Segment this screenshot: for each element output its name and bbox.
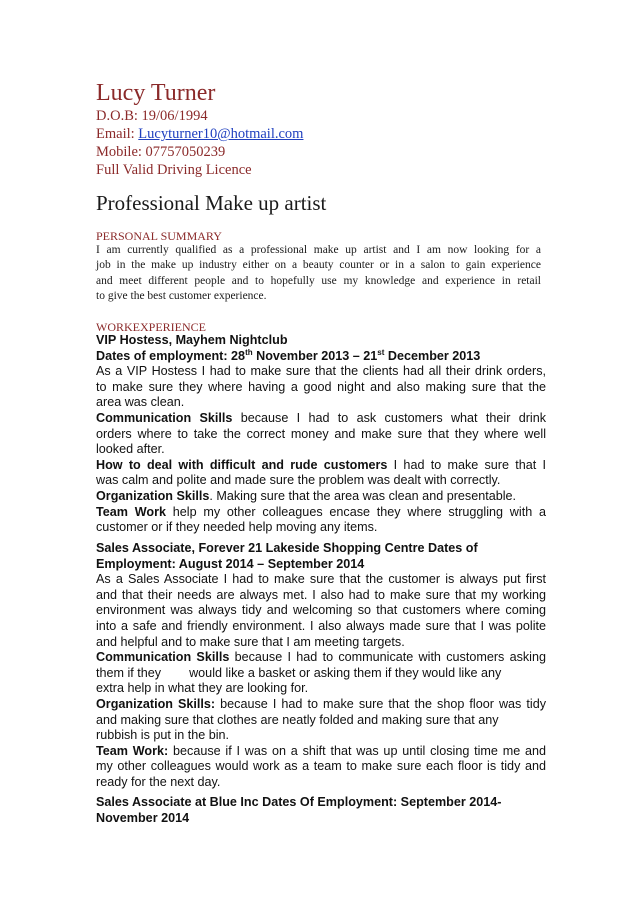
email-label: Email: [96, 126, 139, 142]
job-dates: November 2014 [96, 810, 190, 825]
job-desc-line: area was clean. [96, 395, 185, 410]
skill-line: extra help in what they are looking for. [96, 681, 309, 696]
mobile-number: Mobile: 07757050239 [96, 144, 226, 160]
job-dates: Dates of employment: 28th November 2013 – 21st December 2013 [96, 347, 481, 363]
email-link[interactable]: Lucyturner10@hotmail.com [138, 126, 304, 142]
job-desc-line: As a Sales Associate I had to make sure that the customer is always put first [96, 572, 546, 587]
skill-line: customer or if they needed help moving any items. [96, 520, 378, 535]
job-desc-line: environment was always tidy and welcoming so that customers where coming [96, 603, 546, 618]
applicant-name: Lucy Turner [96, 80, 216, 106]
job-desc-line: to make sure they where having a good night and also making sure that the [96, 379, 546, 394]
job-desc-line: into a safe and friendly environment. I also always made sure that I was polite [96, 618, 546, 633]
summary-line: to give the best customer experience. [96, 289, 267, 302]
summary-text [96, 243, 541, 304]
job-title: Sales Associate at Blue Inc Dates Of Employment: September 2014- [96, 795, 502, 809]
skill-communication: Communication Skills because I had to ask customers what their drink [96, 410, 547, 425]
job-vip-hostess [96, 333, 546, 536]
job-desc-line: As a VIP Hostess I had to make sure that the clients had all their drink orders, [96, 364, 546, 379]
skill-line: and making sure that clothes are neatly folded and making sure that any [96, 712, 499, 727]
email-line [96, 125, 303, 143]
summary-line: I am currently qualified as a professional make up artist and I am now looking for a [96, 244, 541, 256]
summary-line: job in the make up industry either on a beauty counter or in a salon to gain experience [96, 259, 541, 272]
job-blue-inc [96, 795, 546, 826]
skill-line: orders where to take the correct money and make sure that they where well [96, 426, 546, 441]
skill-organization: Organization Skills. Making sure that the area was clean and presentable. [96, 488, 517, 503]
headline: Professional Make up artist [96, 191, 327, 215]
driving-licence: Full Valid Driving Licence [96, 162, 252, 178]
job-dates: Employment: August 2014 – September 2014 [96, 556, 365, 571]
skill-communication: Communication Skills because I had to communicate with customers asking [96, 650, 546, 665]
summary-line: and meet different people and to hopefully use my knowledge and experience in retail [96, 274, 541, 287]
skill-line: my other colleagues would work as a team to make sure each floor is tidy and [96, 759, 546, 774]
skill-line: rubbish is put in the bin. [96, 728, 230, 743]
skill-difficult-customers: How to deal with difficult and rude customers I had to make sure that I [96, 457, 546, 472]
job-desc-line: and that their needs are always met. I also had to make sure that my working [96, 587, 546, 602]
job-title: VIP Hostess, Mayhem Nightclub [96, 333, 288, 347]
skill-teamwork: Team Work: because if I was on a shift that was up until closing time me and [96, 743, 546, 758]
skill-line: ready for the next day. [96, 774, 221, 789]
skill-line: was calm and polite and made sure the problem was dealt with correctly. [96, 473, 501, 488]
job-forever21 [96, 541, 546, 791]
skill-organization: Organization Skills: because I had to make sure that the shop floor was tidy [96, 696, 546, 711]
job-desc-line: and helpful and to make sure that I am meeting targets. [96, 634, 405, 649]
skill-line: them if they would like a basket or asking them if they would like any [96, 665, 502, 680]
skill-line: looked after. [96, 442, 165, 457]
job-title: Sales Associate, Forever 21 Lakeside Shopping Centre Dates of [96, 541, 478, 555]
skill-teamwork: Team Work help my other colleagues encase they where struggling with a [96, 504, 546, 519]
date-of-birth: D.O.B: 19/06/1994 [96, 108, 208, 124]
work-heading: WORKEXPERIENCE [96, 320, 206, 334]
summary-heading: PERSONAL SUMMARY [96, 229, 222, 243]
